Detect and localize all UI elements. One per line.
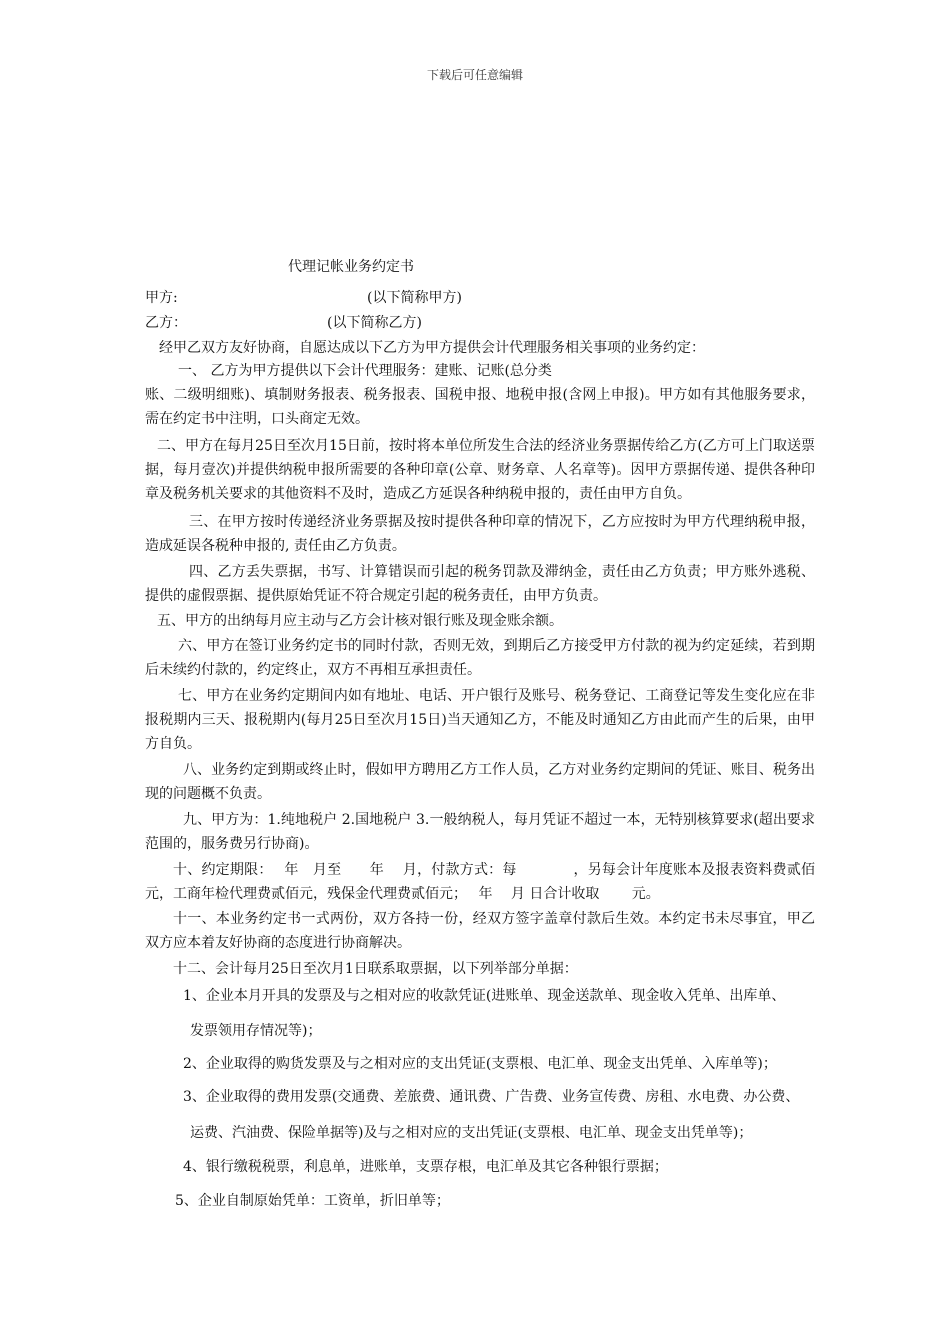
party-a-line	[145, 290, 815, 306]
list-item-2: 2、企业取得的购货发票及与之相对应的支出凭证(支票根、电汇单、现金支出凭单、入库单等)；	[183, 1056, 777, 1072]
document-title: 代理记帐业务约定书	[288, 259, 414, 275]
clause-9: 九、甲方为：1.纯地税户 2.国地税户 3.一般纳税人，每月凭证不超过一本，无特别核算要求(超出要求范围的，服务费另行协商)。	[145, 812, 815, 852]
list-item-3-line-a: 3、企业取得的费用发票(交通费、差旅费、通讯费、广告费、业务宣传费、房租、水电费、办公费、	[183, 1089, 800, 1105]
clause-10: 十、约定期限： 年 月至 年 月，付款方式：每 ，另每会计年度账本及报表资料费贰佰元，工商年检代理费贰佰元，残保金代理费贰佰元； 年 月 日合计收取 元。	[145, 862, 815, 902]
party-b-line	[145, 315, 815, 331]
list-item-5: 5、企业自制原始凭单：工资单，折旧单等；	[175, 1193, 450, 1209]
clause-2: 二、甲方在每月25日至次月15日前，按时将本单位所发生合法的经济业务票据传给乙方(乙方可上门取送票据，每月壹次)并提供纳税申报所需要的各种印章(公章、财务章、人名章等)。因甲方票据传递、提供各种印章及税务机关要求的其他资料不及时，造成乙方延误各种纳税申报的，责任由甲方自负。	[145, 438, 815, 502]
clause-1-rest: 账、二级明细账)、填制财务报表、税务报表、国税申报、地税申报(含网上申报)。甲方如有其他服务要求，需在约定书中注明，口头商定无效。	[145, 387, 815, 427]
list-item-1-line-b: 发票领用存情况等)；	[190, 1023, 322, 1039]
clause-11: 十一、本业务约定书一式两份，双方各持一份，经双方签字盖章付款后生效。本约定书未尽事宜，甲乙双方应本着友好协商的态度进行协商解决。	[145, 911, 815, 951]
party-a-label: 甲方:	[145, 290, 178, 306]
party-a-note: (以下简称甲方)	[367, 290, 462, 306]
party-b-label: 乙方：	[145, 315, 187, 331]
clause-12: 十二、会计每月25日至次月1日联系取票据，以下列举部分单据：	[173, 961, 578, 977]
clause-6: 六、甲方在签订业务约定书的同时付款，否则无效，到期后乙方接受甲方付款的视为约定延续，若到期后未续约付款的，约定终止，双方不再相互承担责任。	[145, 638, 815, 678]
clause-8: 八、业务约定到期或终止时，假如甲方聘用乙方工作人员，乙方对业务约定期间的凭证、账目、税务出现的问题概不负责。	[145, 762, 815, 802]
clause-7: 七、甲方在业务约定期间内如有地址、电话、开户银行及账号、税务登记、工商登记等发生变化应在非报税期内三天、报税期内(每月25日至次月15日)当天通知乙方，不能及时通知乙方由此而产生的后果，由甲方自负。	[145, 688, 815, 752]
clause-1-first-line: 一、 乙方为甲方提供以下会计代理服务：建账、记账(总分类	[178, 363, 552, 379]
list-item-1-line-a: 1、企业本月开具的发票及与之相对应的收款凭证(进账单、现金送款单、现金收入凭单、出库单、	[183, 988, 786, 1004]
party-b-note: (以下简称乙方)	[327, 315, 422, 331]
clause-5: 五、甲方的出纳每月应主动与乙方会计核对银行账及现金账余额。	[157, 613, 563, 629]
intro-paragraph: 经甲乙双方友好协商，自愿达成以下乙方为甲方提供会计代理服务相关事项的业务约定：	[159, 340, 705, 356]
clause-4: 四、乙方丢失票据，书写、计算错误而引起的税务罚款及滞纳金，责任由乙方负责；甲方账外逃税、提供的虚假票据、提供原始凭证不符合规定引起的税务责任，由甲方负责。	[145, 564, 815, 604]
list-item-4: 4、银行缴税税票，利息单，进账单，支票存根，电汇单及其它各种银行票据；	[183, 1159, 668, 1175]
list-item-3-line-b: 运费、汽油费、保险单据等)及与之相对应的支出凭证(支票根、电汇单、现金支出凭单等)；	[190, 1125, 753, 1141]
clause-3: 三、在甲方按时传递经济业务票据及按时提供各种印章的情况下，乙方应按时为甲方代理纳税申报，造成延误各税种申报的, 责任由乙方负责。	[145, 514, 815, 554]
header-note: 下载后可任意编辑	[426, 68, 523, 82]
